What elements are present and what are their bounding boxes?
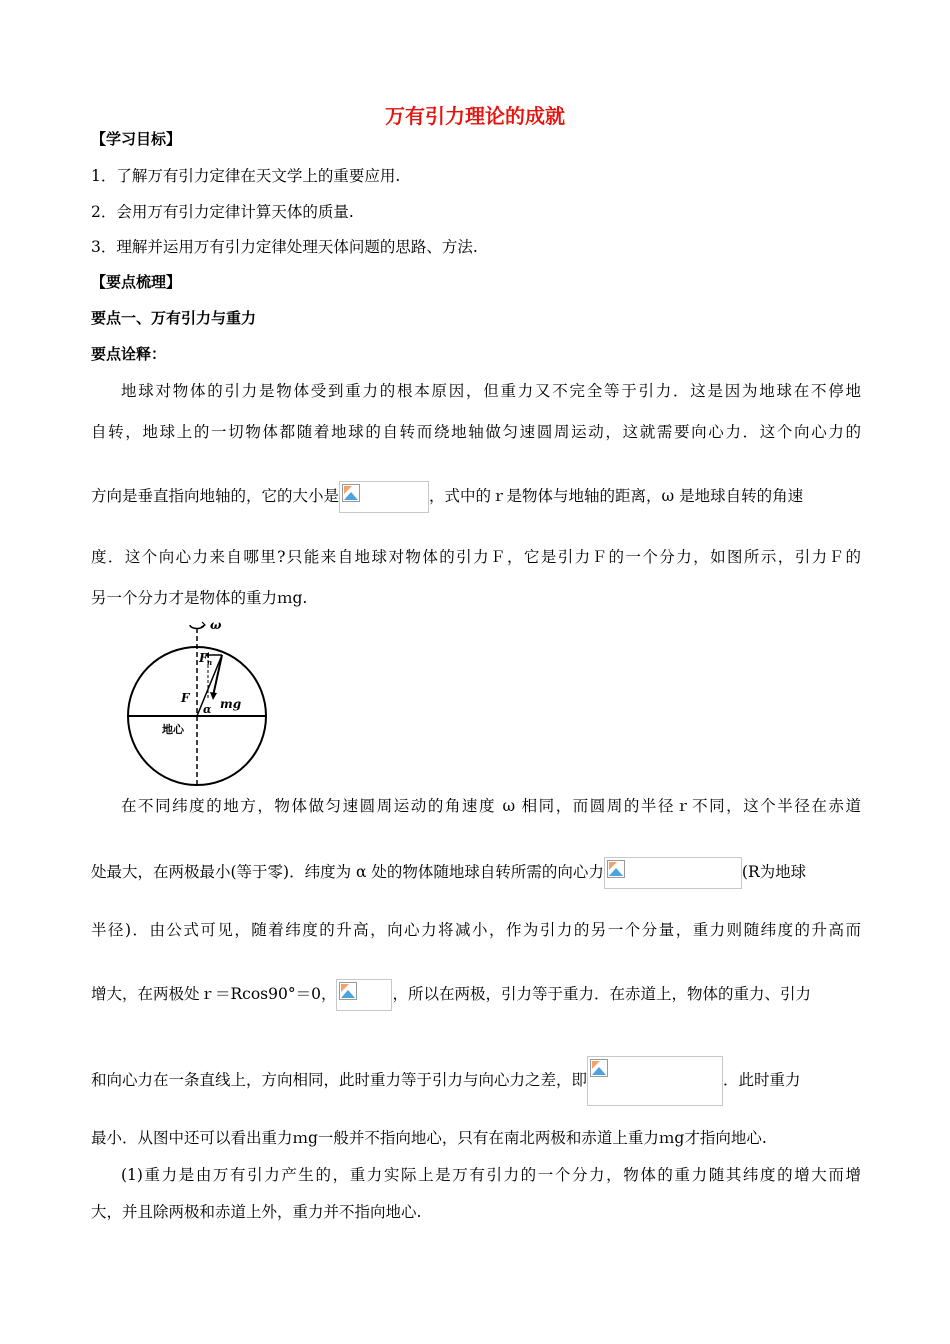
p3-line-2: 大，并且除两极和赤道上外，重力并不指向地心. [91, 1203, 422, 1221]
p1-line-3-end: ，式中的ｒ是物体与地轴的距离，ω 是地球自转的角速 [429, 487, 804, 505]
goal-item-1: 1．了解万有引力定律在天文学上的重要应用. [91, 167, 401, 185]
alpha-label: α [203, 703, 212, 716]
p2-line-3: 半径)．由公式可见，随着纬度的升高，向心力将减小，作为引力的另一个分量，重力则随纬度的升高而 [91, 921, 861, 939]
p1-line-1: 地球对物体的引力是物体受到重力的根本原因，但重力又不完全等于引力．这是因为地球在不停地 [121, 382, 861, 400]
p2-line-5-start: 和向心力在一条直线上，方向相同，此时重力等于引力与向心力之差，即 [91, 1071, 588, 1089]
omega-label: ω [210, 618, 222, 632]
f-label: F [181, 691, 190, 705]
earth-rotation-diagram [118, 612, 278, 790]
goal-item-2: 2．会用万有引力定律计算天体的质量. [91, 203, 354, 221]
point1-heading: 要点一、万有引力与重力 [91, 309, 257, 327]
svg-text:n: n [207, 658, 213, 667]
page-title: 万有引力理论的成就 [385, 104, 565, 128]
p2-line-2-end: (R为地球 [741, 863, 807, 881]
p1-line-3-start: 方向是垂直指向地轴的，它的大小是 [91, 487, 340, 505]
earth-center-label: 地心 [162, 723, 184, 736]
p2-line-4-start: 增大，在两极处ｒ＝Rcos90°＝0， [91, 985, 337, 1003]
p1-line-2: 自转，地球上的一切物体都随着地球的自转而绕地轴做匀速圆周运动，这就需要向心力．这个向心力的 [91, 423, 861, 441]
p3-line-1: (1)重力是由万有引力产生的，重力实际上是万有引力的一个分力，物体的重力随其纬度的增大而增 [121, 1166, 861, 1184]
p1-line-4: 度．这个向心力来自哪里?只能来自地球对物体的引力Ｆ，它是引力Ｆ的一个分力，如图所示，引力Ｆ的 [91, 548, 861, 566]
mg-label: mg [220, 697, 242, 711]
p2-line-4-end: ，所以在两极，引力等于重力．在赤道上，物体的重力、引力 [392, 985, 811, 1003]
broken-image-icon [590, 1059, 608, 1077]
section-goals-heading: 【学习目标】 [91, 130, 182, 148]
point1-subheading: 要点诠释： [91, 345, 167, 363]
p1-line-5: 另一个分力才是物体的重力ｍg. [91, 589, 308, 607]
p2-line-2-start: 处最大，在两极最小(等于零)．纬度为 α 处的物体随地球自转所需的向心力 [91, 863, 604, 881]
section-points-heading: 【要点梳理】 [91, 273, 182, 291]
goal-item-3: 3．理解并运用万有引力定律处理天体问题的思路、方法. [91, 238, 478, 256]
broken-image-icon [607, 860, 625, 878]
p2-line-1: 在不同纬度的地方，物体做匀速圆周运动的角速度 ω 相同，而圆周的半径ｒ不同，这个半径在赤道 [121, 797, 861, 815]
formula-image-placeholder [339, 481, 429, 513]
broken-image-icon [339, 982, 357, 1000]
formula-image-placeholder [587, 1056, 723, 1106]
p2-line-5-end: ．此时重力 [723, 1071, 801, 1089]
formula-image-placeholder [336, 979, 392, 1011]
formula-image-placeholder [604, 857, 742, 889]
broken-image-icon [342, 484, 360, 502]
fn-label: F [199, 651, 208, 665]
p2-line-6: 最小．从图中还可以看出重力ｍg一般并不指向地心，只有在南北两极和赤道上重力ｍg才指向地心. [91, 1129, 767, 1147]
